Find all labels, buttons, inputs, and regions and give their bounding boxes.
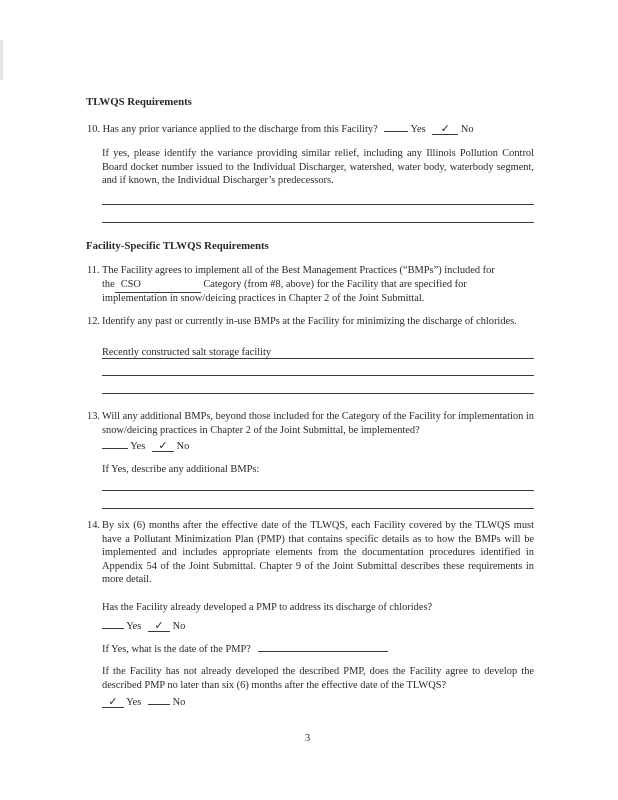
scan-edge-artifact xyxy=(0,40,3,80)
no-checkbox-checked[interactable]: ✓ xyxy=(152,440,174,452)
no-checkbox-checked[interactable]: ✓ xyxy=(148,620,170,632)
no-label: No xyxy=(460,124,474,135)
yes-checkbox-checked[interactable]: ✓ xyxy=(102,696,124,708)
question-14-number: 14. xyxy=(87,520,100,531)
pmp-date-question: If Yes, what is the date of the PMP? xyxy=(102,644,251,655)
answer-line[interactable] xyxy=(102,490,534,491)
yes-label: Yes xyxy=(126,621,142,632)
answer-line[interactable] xyxy=(102,358,534,359)
question-number: 10. xyxy=(87,124,100,135)
yes-label: Yes xyxy=(410,124,426,135)
answer-line[interactable] xyxy=(102,508,534,509)
q14-develop-question: If the Facility has not already developed the described PMP, does the Facility agree to develop the described PMP no later than six (6) months after the effective date of the TLWQS? xyxy=(102,666,534,691)
yes-label: Yes xyxy=(126,697,142,708)
section-heading-facility-specific: Facility-Specific TLWQS Requirements xyxy=(86,240,269,252)
yes-blank[interactable] xyxy=(102,618,124,629)
question-11 xyxy=(87,264,495,278)
pmp-date-field[interactable] xyxy=(258,641,388,652)
q13-options xyxy=(102,438,189,454)
q10-detail-text: If yes, please identify the variance providing similar relief, including any Illinois Pollution Control Board docket number issued to the Individual Discharger, watershed, water body, waterbody segment, and if known, the Individual Discharger’s predecessors. xyxy=(102,148,534,187)
no-label: No xyxy=(172,621,186,632)
category-text: Category (from #8, above) for the Facility that are specified for xyxy=(203,279,467,290)
q14-pmp-date xyxy=(102,641,388,657)
question-text: The Facility agrees to implement all of the Best Management Practices (“BMPs”) included for xyxy=(102,265,495,276)
category-field[interactable]: CSO xyxy=(115,278,201,293)
q14-develop-options xyxy=(102,694,185,710)
the-word: the xyxy=(102,279,115,290)
answer-line[interactable] xyxy=(102,393,534,394)
answer-line[interactable] xyxy=(102,204,534,205)
page-number: 3 xyxy=(305,733,311,744)
q14-pmp-question: Has the Facility already developed a PMP to address its discharge of chlorides? xyxy=(102,602,433,613)
yes-blank[interactable] xyxy=(102,438,128,449)
question-10 xyxy=(87,121,474,137)
yes-blank[interactable] xyxy=(384,121,408,132)
question-number: 11. xyxy=(87,265,100,276)
question-12-text: Identify any past or currently in-use BMPs at the Facility for minimizing the discharge of chlorides. xyxy=(102,316,517,327)
question-text: Has any prior variance applied to the discharge from this Facility? xyxy=(102,124,378,135)
q12-answer[interactable]: Recently constructed salt storage facility xyxy=(102,347,272,358)
question-13-text: Will any additional BMPs, beyond those included for the Category of the Facility for implementation in snow/deicing practices in Chapter 2 of the Joint Submittal, be implemented? xyxy=(102,411,534,436)
yes-label: Yes xyxy=(130,441,146,452)
no-checkbox-checked[interactable]: ✓ xyxy=(432,123,458,135)
question-11-line3: implementation in snow/deicing practices in Chapter 2 of the Joint Submittal. xyxy=(102,293,425,304)
question-14-text: By six (6) months after the effective date of the TLWQS, each Facility covered by the TLWQS must have a Pollutant Minimization Plan (PMP) that contains specific details as to how the BMPs will be implemented and includes appropriate elements from the documentation procedures identified in Appendix 54 of the Joint Submittal. Chapter 9 of the Joint Submittal describes these requirements in more detail. xyxy=(102,520,534,586)
question-12-number: 12. xyxy=(87,316,100,327)
q13-follow-up: If Yes, describe any additional BMPs: xyxy=(102,464,260,475)
question-11-line2 xyxy=(102,278,467,293)
no-label: No xyxy=(176,441,190,452)
question-13-number: 13. xyxy=(87,411,100,422)
q14-pmp-options xyxy=(102,618,185,634)
answer-line[interactable] xyxy=(102,222,534,223)
no-label: No xyxy=(172,697,186,708)
section-heading-tlwqs: TLWQS Requirements xyxy=(86,96,192,108)
answer-line[interactable] xyxy=(102,375,534,376)
no-blank[interactable] xyxy=(148,694,170,705)
